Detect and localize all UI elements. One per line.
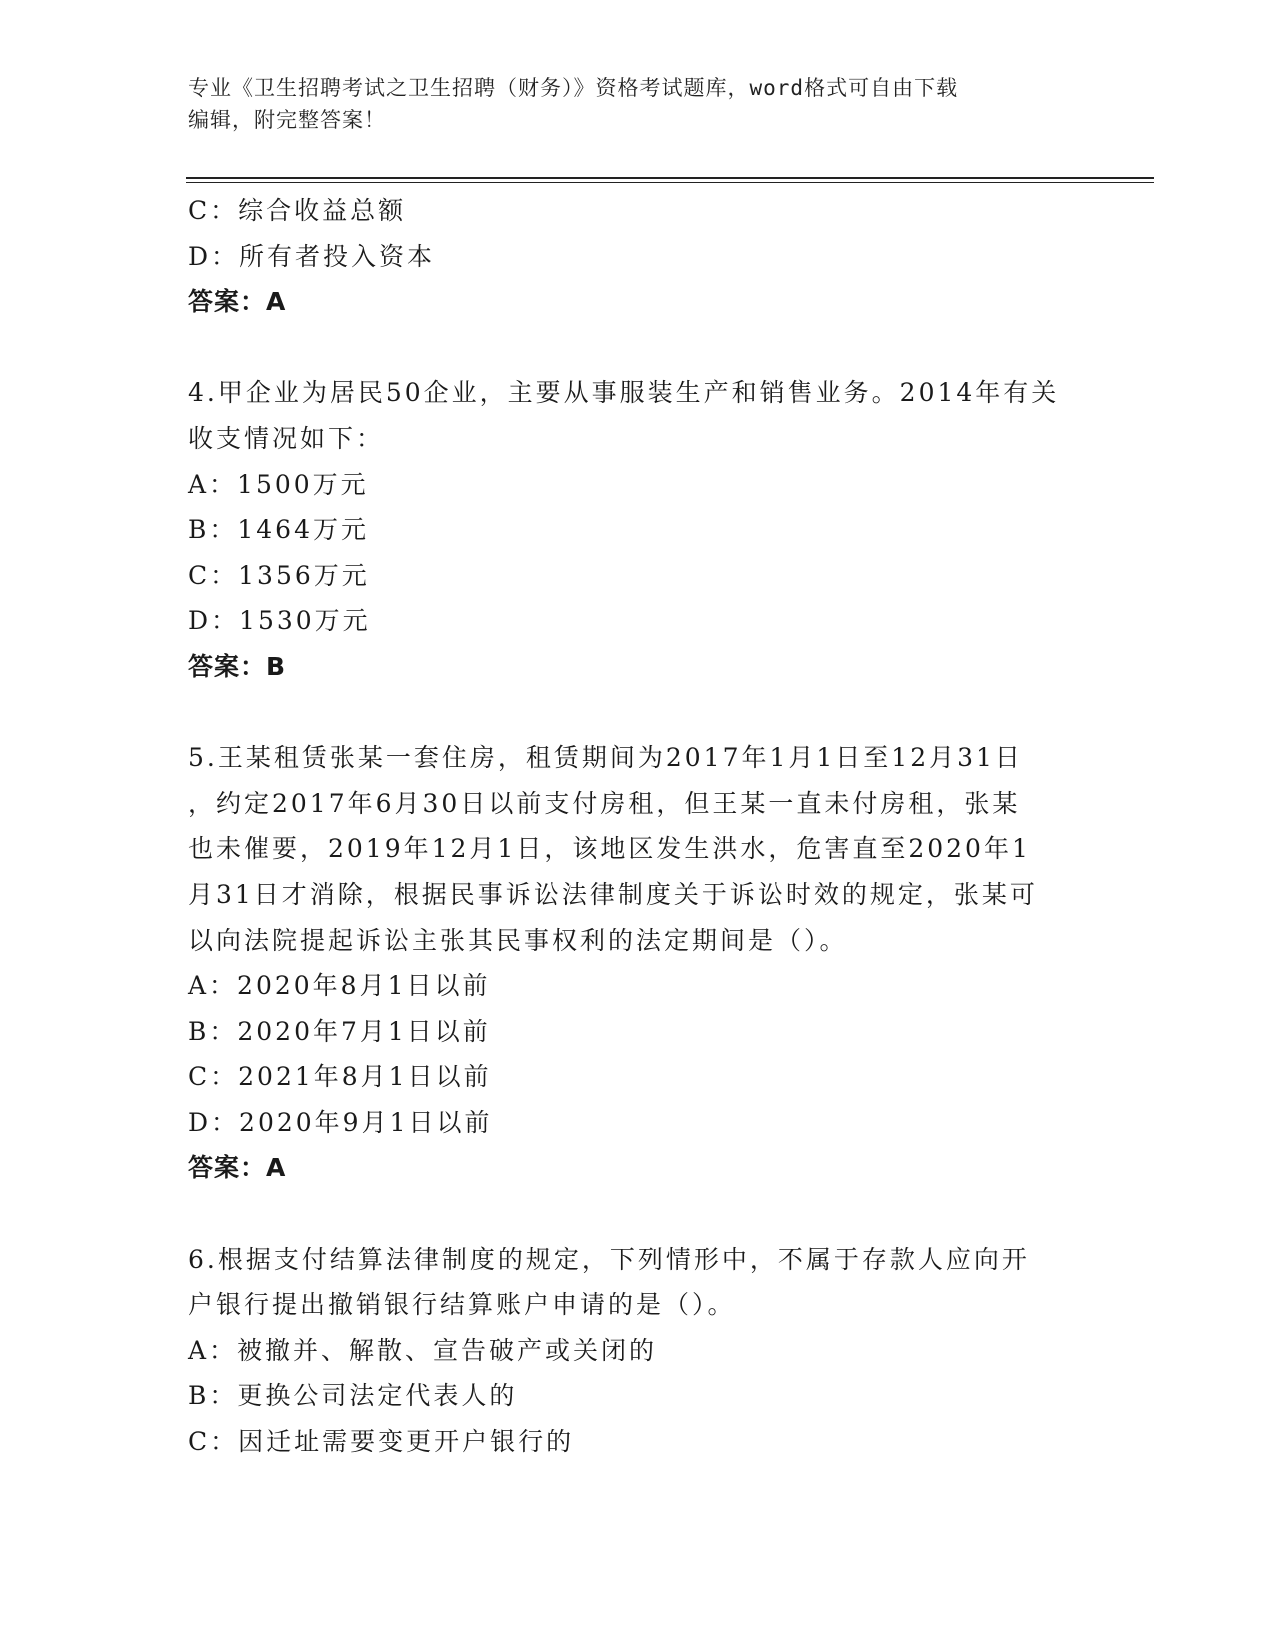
option-c: C：2021年8月1日以前 [188, 1062, 492, 1092]
header-divider-thick [186, 177, 1154, 179]
option-d: D：2020年9月1日以前 [188, 1107, 493, 1137]
option-d: D：所有者投入资本 [188, 241, 436, 271]
question-6 [188, 1237, 1088, 1465]
question-stem: 以向法院提起诉讼主张其民事权利的法定期间是（）。 [188, 925, 848, 955]
option-b: B：更换公司法定代表人的 [188, 1381, 518, 1411]
question-stem: 5.王某租赁张某一套住房，租赁期间为2017年1月1日至12月31日 [188, 743, 1023, 773]
question-stem: 收支情况如下： [188, 423, 385, 453]
answer: 答案：B [188, 651, 287, 681]
header-line-2: 编辑，附完整答案！ [188, 108, 386, 132]
question-stem: 户银行提出撤销银行结算账户申请的是（）。 [188, 1290, 736, 1320]
header-line-1: 专业《卫生招聘考试之卫生招聘（财务）》资格考试题库，word格式可自由下载 [188, 76, 959, 100]
header-divider-thin [186, 182, 1154, 183]
option-b: B：1464万元 [188, 515, 369, 545]
option-b: B：2020年7月1日以前 [188, 1016, 491, 1046]
question-5 [188, 735, 1088, 1191]
option-c: C：综合收益总额 [188, 196, 407, 225]
page-header [188, 72, 1068, 136]
question-3 [188, 188, 1088, 325]
spacer [188, 325, 1088, 371]
question-stem: 4.甲企业为居民50企业，主要从事服装生产和销售业务。2014年有关 [188, 378, 1060, 408]
option-d: D：1530万元 [188, 606, 371, 636]
question-4 [188, 370, 1088, 689]
option-c: C：1356万元 [188, 560, 370, 590]
question-stem: 也未催要，2019年12月1日，该地区发生洪水，危害直至2020年1 [188, 834, 1031, 864]
question-stem: ，约定2017年6月30日以前支付房租，但王某一直未付房租，张某 [188, 788, 1021, 818]
option-a: A：1500万元 [188, 469, 369, 499]
question-stem: 6.根据支付结算法律制度的规定，下列情形中，不属于存款人应向开 [188, 1244, 1030, 1274]
question-stem: 月31日才消除，根据民事诉讼法律制度关于诉讼时效的规定，张某可 [188, 879, 1038, 909]
question-list [188, 188, 1088, 1465]
option-a: A：2020年8月1日以前 [188, 971, 491, 1001]
option-c: C：因迁址需要变更开户银行的 [188, 1427, 575, 1457]
spacer [188, 690, 1088, 736]
answer: 答案：A [188, 1153, 287, 1183]
spacer [188, 1191, 1088, 1237]
answer: 答案：A [188, 287, 287, 317]
option-a: A：被撤并、解散、宣告破产或关闭的 [188, 1335, 658, 1365]
